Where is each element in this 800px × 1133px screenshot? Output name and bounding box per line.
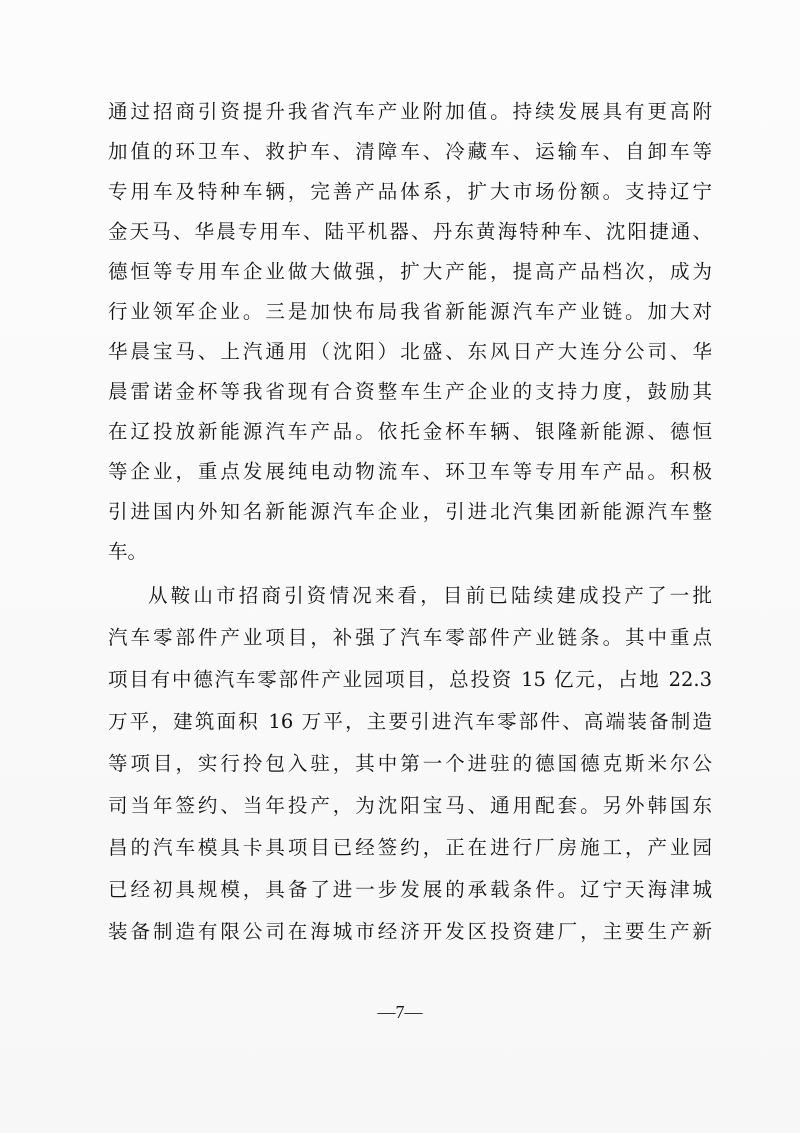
text-line: 行业领军企业。三是加快布局我省新能源汽车产业链。加大对 [108, 300, 712, 323]
text-line: 等项目，实行拎包入驻，其中第一个进驻的德国德克斯米尔公 [108, 752, 712, 775]
text-line: 晨雷诺金杯等我省现有合资整车生产企业的支持力度，鼓励其 [108, 380, 712, 403]
text-line: 昌的汽车模具卡具项目已经签约，正在进行厂房施工，产业园 [108, 836, 712, 859]
text-line: 汽车零部件产业项目，补强了汽车零部件产业链条。其中重点 [108, 626, 712, 649]
text-line: 已经初具规模，具备了进一步发展的承载条件。辽宁天海津城 [108, 878, 712, 901]
text-line: 加值的环卫车、救护车、清障车、冷藏车、运输车、自卸车等 [108, 140, 712, 163]
text-line: 从鞍山市招商引资情况来看，目前已陆续建成投产了一批 [148, 584, 712, 607]
text-line: 引进国内外知名新能源汽车企业，引进北汽集团新能源汽车整 [108, 500, 712, 523]
text-line: 金天马、华晨专用车、陆平机器、丹东黄海特种车、沈阳捷通、 [108, 220, 712, 243]
text-line: 通过招商引资提升我省汽车产业附加值。持续发展具有更高附 [108, 100, 712, 123]
text-line: 在辽投放新能源汽车产品。依托金杯车辆、银隆新能源、德恒 [108, 420, 712, 443]
text-line: 项目有中德汽车零部件产业园项目，总投资 15 亿元，占地 22.3 [108, 668, 712, 691]
text-line: 司当年签约、当年投产，为沈阳宝马、通用配套。另外韩国东 [108, 794, 712, 817]
text-line: 专用车及特种车辆，完善产品体系，扩大市场份额。支持辽宁 [108, 180, 712, 203]
text-line: 等企业，重点发展纯电动物流车、环卫车等专用车产品。积极 [108, 460, 712, 483]
text-line: 装备制造有限公司在海城市经济开发区投资建厂，主要生产新 [108, 920, 712, 943]
text-line: 华晨宝马、上汽通用（沈阳）北盛、东风日产大连分公司、华 [108, 340, 712, 363]
text-line: 车。 [108, 540, 148, 563]
page-number: —7— [377, 1002, 423, 1022]
text-line: 万平，建筑面积 16 万平，主要引进汽车零部件、高端装备制造 [108, 710, 712, 733]
text-line: 德恒等专用车企业做大做强，扩大产能，提高产品档次，成为 [108, 260, 712, 283]
